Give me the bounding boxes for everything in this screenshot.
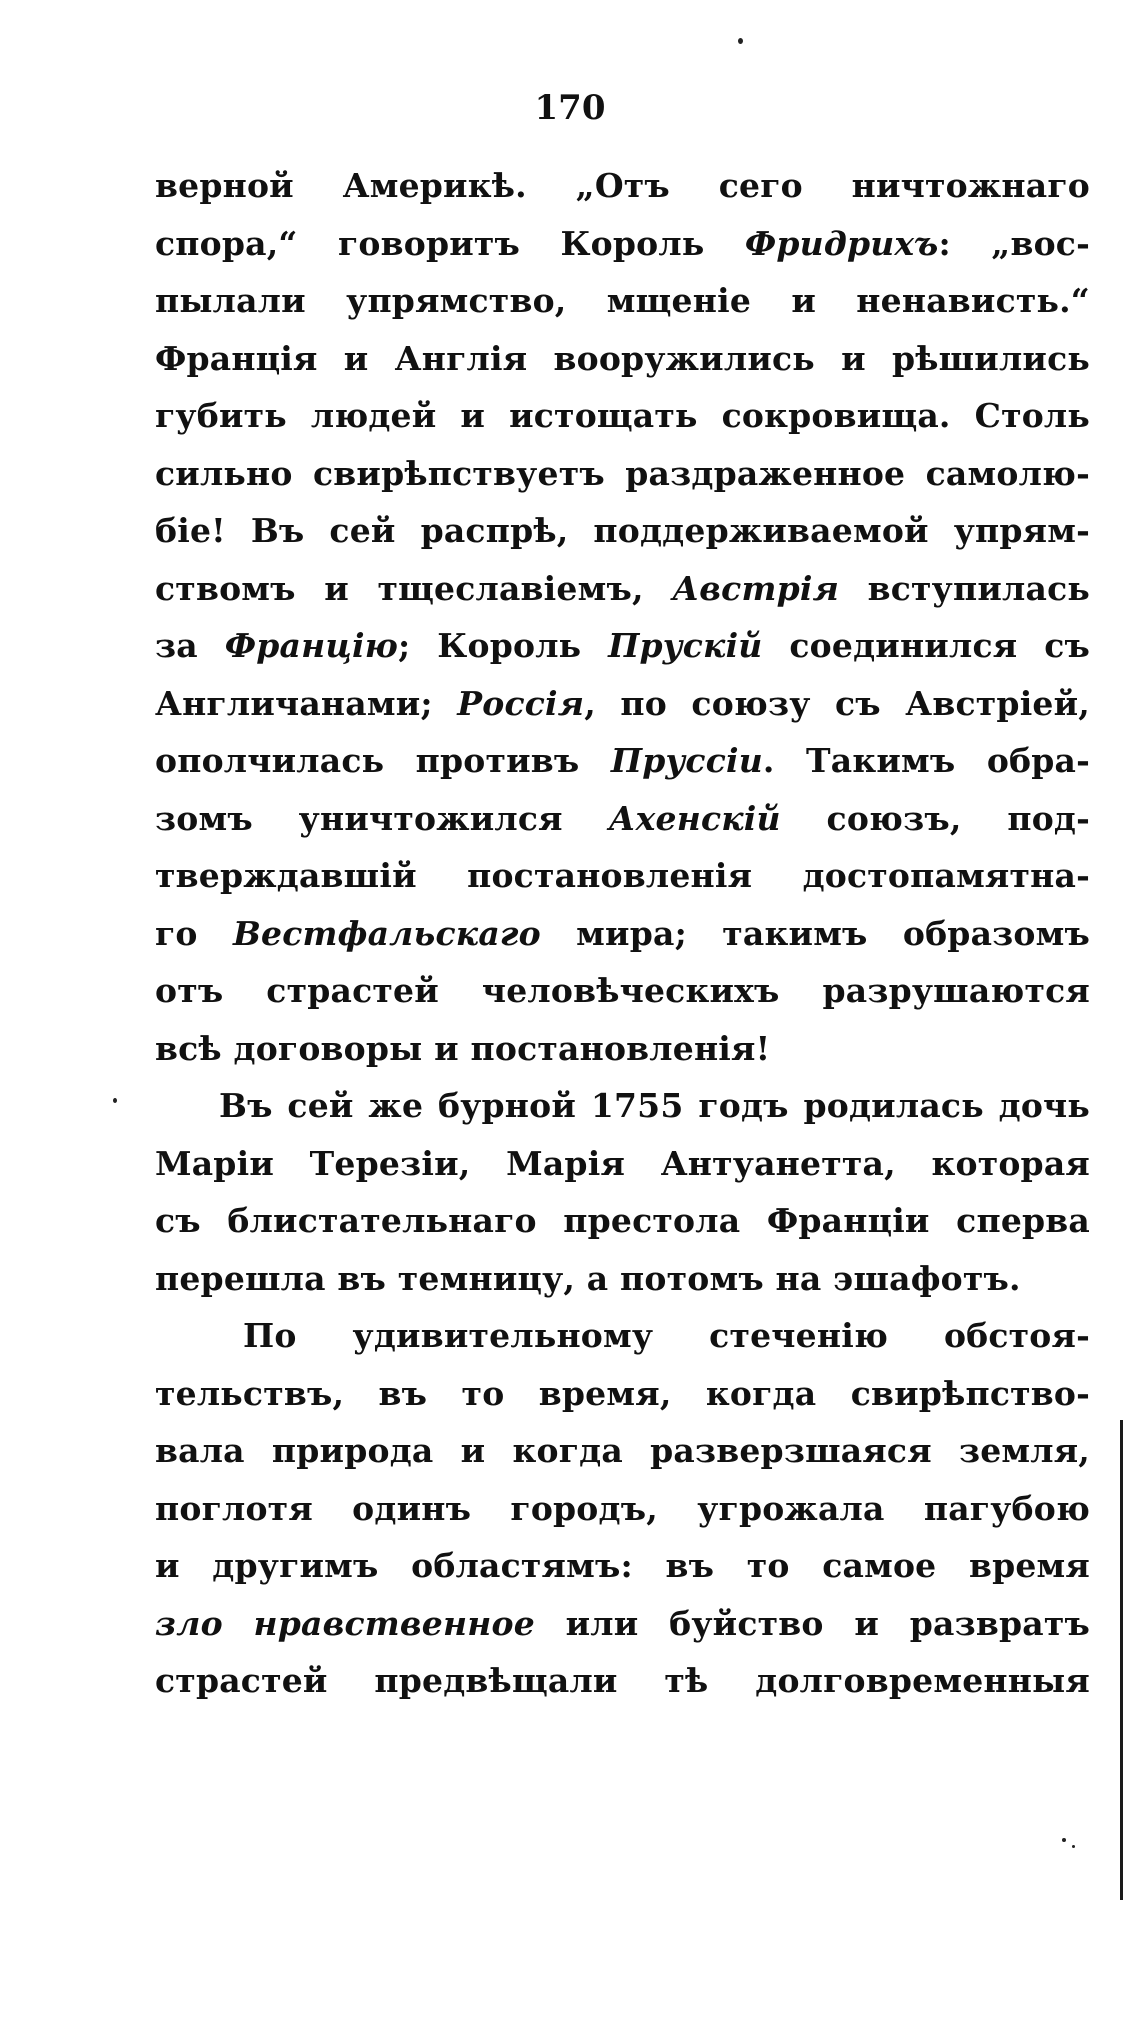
text-run: зомъ уничтожился	[155, 798, 609, 838]
text-line	[155, 1250, 1090, 1308]
text-run: . Такимъ обра-	[762, 741, 1090, 780]
text-line	[155, 675, 1090, 733]
text-line	[155, 1135, 1090, 1193]
text-run: го	[155, 913, 233, 953]
text-line	[155, 1480, 1090, 1538]
italic-text-run: Пруссіи	[610, 741, 763, 780]
italic-text-run: Прускій	[608, 626, 763, 665]
text-run: поглотя одинъ городъ, угрожала пагубою	[155, 1488, 1090, 1528]
text-run: союзъ, под-	[780, 798, 1090, 838]
text-run: , по союзу съ Австріей,	[584, 683, 1090, 723]
text-line	[155, 1192, 1090, 1250]
text-run: верной Америкѣ. „Отъ сего ничтожнаго	[155, 166, 1090, 205]
ink-speck	[1072, 1845, 1075, 1848]
text-run: Въ сей же бурной 1755 годъ родилась дочь	[219, 1086, 1090, 1125]
text-line	[155, 560, 1090, 618]
text-line	[155, 1365, 1090, 1423]
text-line	[155, 732, 1090, 790]
text-run: всѣ договоры и постановленія!	[155, 1028, 771, 1068]
ink-speck	[738, 38, 743, 44]
ink-speck	[113, 1098, 117, 1103]
text-line	[155, 272, 1090, 330]
text-run: съ блистательнаго престола Франціи сперва	[155, 1201, 1090, 1240]
text-run: : „вос-	[938, 223, 1090, 263]
text-line	[155, 1307, 1090, 1365]
text-run: или буйство и развратъ	[534, 1603, 1090, 1643]
text-run: спора,“ говоритъ Король	[155, 223, 745, 263]
page-edge-line	[1120, 1420, 1123, 1900]
text-run: страстей предвѣщали тѣ долговременныя	[155, 1661, 1090, 1700]
text-run: мира; такимъ образомъ	[540, 913, 1090, 953]
text-run: соединился съ	[762, 626, 1090, 665]
text-line	[155, 1537, 1090, 1595]
text-run: біе! Въ сей распрѣ, поддерживаемой упрям-	[155, 511, 1090, 550]
text-run: По удивительному стеченію обстоя-	[243, 1316, 1090, 1355]
text-run: тельствъ, въ то время, когда свирѣпство-	[155, 1373, 1090, 1413]
text-run: ствомъ и тщеславіемъ,	[155, 568, 673, 608]
text-line	[155, 1422, 1090, 1480]
italic-text-run: зло нравственное	[155, 1603, 535, 1643]
italic-text-run: Ахенскій	[608, 798, 781, 838]
italic-text-run: Вестфальскаго	[232, 913, 541, 953]
text-run: за	[155, 626, 225, 665]
text-run: Франція и Англія вооружились и рѣшились	[155, 338, 1090, 378]
text-line	[155, 1595, 1090, 1653]
text-line	[155, 215, 1090, 273]
italic-text-run: Австрія	[672, 568, 840, 608]
body-text	[155, 157, 1090, 1710]
text-run: Англичанами;	[155, 683, 458, 723]
text-line	[155, 617, 1090, 675]
text-run: перешла въ темницу, а потомъ на эшафотъ.	[155, 1258, 1021, 1298]
text-line	[155, 905, 1090, 963]
page-number: 170	[534, 88, 606, 128]
text-run: и другимъ областямъ: въ то самое время	[155, 1546, 1090, 1585]
text-line	[155, 962, 1090, 1020]
text-run: ; Король	[398, 626, 609, 665]
text-run: вала природа и когда разверзшаяся земля,	[155, 1431, 1090, 1470]
italic-text-run: Россія	[457, 683, 585, 723]
text-run: губить людей и истощать сокровища. Столь	[155, 396, 1090, 435]
text-line	[155, 1077, 1090, 1135]
text-line	[155, 157, 1090, 215]
text-line	[155, 1652, 1090, 1710]
text-run: ополчилась противъ	[155, 741, 611, 780]
italic-text-run: Францію	[224, 626, 399, 665]
text-line	[155, 847, 1090, 905]
text-run: Маріи Терезіи, Марія Антуанетта, которая	[155, 1143, 1090, 1183]
text-run: вступилась	[839, 568, 1090, 608]
text-line	[155, 790, 1090, 848]
text-run: тверждавшій постановленія достопамятна-	[155, 856, 1090, 895]
text-line	[155, 502, 1090, 560]
text-line	[155, 330, 1090, 388]
italic-text-run: Фридрихъ	[744, 223, 939, 263]
text-line	[155, 387, 1090, 445]
ink-speck	[1062, 1838, 1066, 1842]
text-run: пылали упрямство, мщеніе и ненависть.“	[155, 281, 1090, 320]
text-line	[155, 445, 1090, 503]
text-line	[155, 1020, 1090, 1078]
text-run: отъ страстей человѣческихъ разрушаются	[155, 971, 1090, 1010]
text-run: сильно свирѣпствуетъ раздраженное самолю-	[155, 453, 1090, 493]
